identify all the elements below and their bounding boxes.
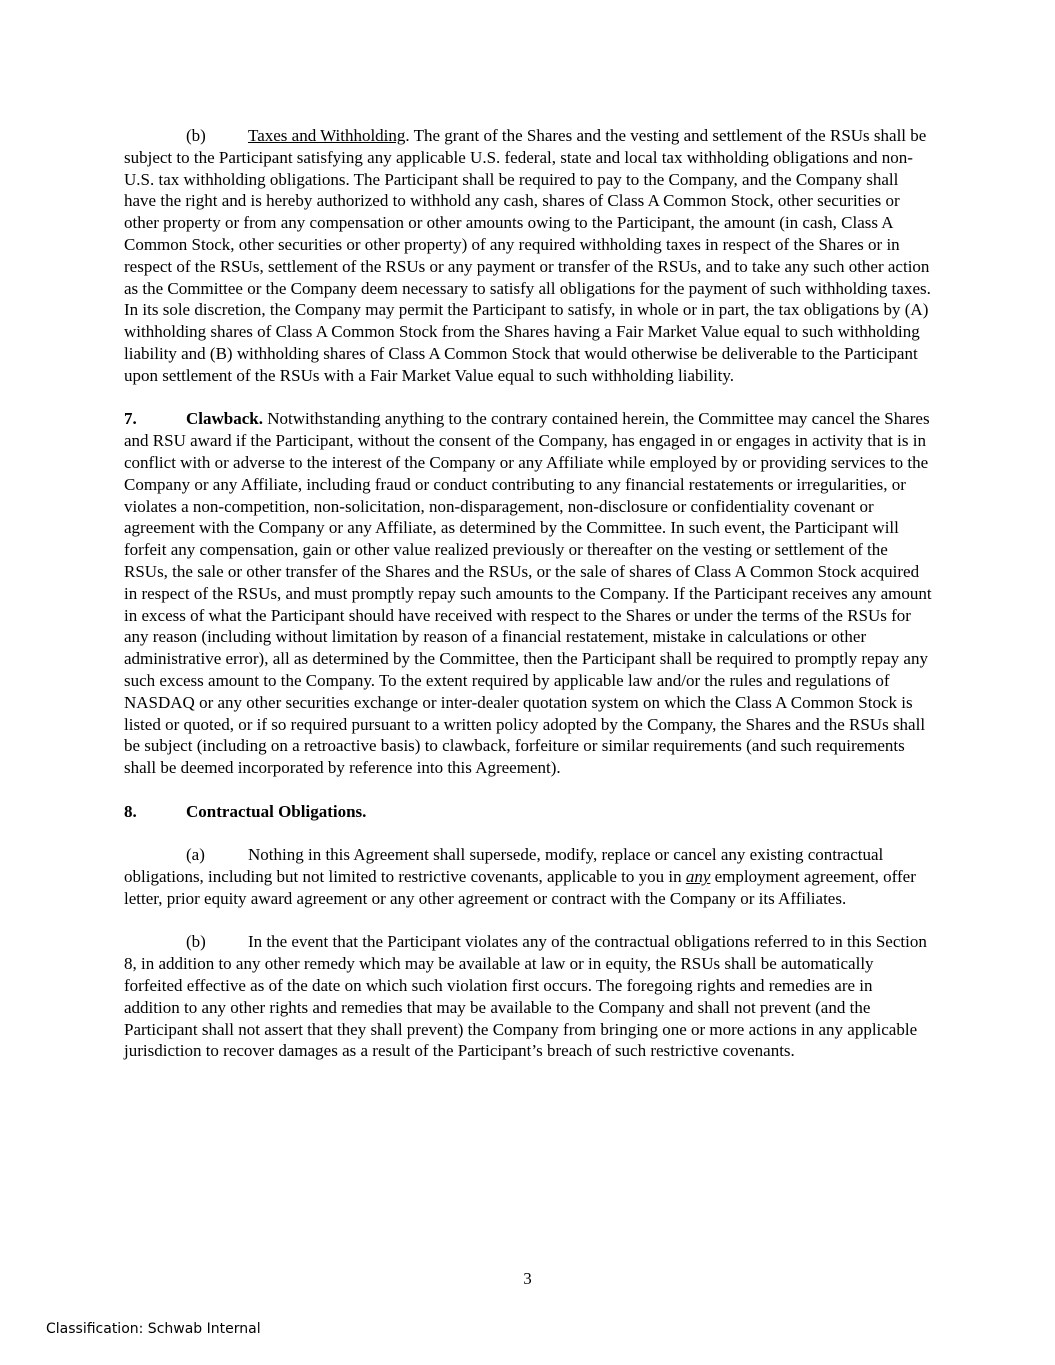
paragraph-8b	[124, 931, 932, 1062]
section-8-number: 8.	[124, 801, 137, 821]
paragraph-6b-title: Taxes and Withholding	[248, 126, 406, 145]
paragraph-8b-body: In the event that the Participant violates any of the contractual obligations referred to in this Section 8, in addition to any other remedy which may be available at law or in equity, the RSUs shall be automatically forfeited effective as of the date on which such violation first occurs. The foregoing rights and remedies are in addition to any other rights and remedies that may be available to the Company and shall not prevent (and the Participant shall not assert that they shall prevent) the Company from bringing one or more actions in any applicable jurisdiction to recover damages as a result of the Participant’s breach of such restrictive covenants.	[124, 932, 927, 1061]
paragraph-8a-emphasis: any	[685, 867, 711, 887]
paragraph-8a-body-after: employment agreement, offer letter, prior equity award agreement or any other agreement or contract with the Company or its Affiliates.	[124, 867, 916, 908]
paragraph-8a-body-before: Nothing in this Agreement shall supersede, modify, replace or cancel any existing contractual obligations, including but not limited to restrictive covenants, applicable to you in	[124, 845, 884, 887]
document-body	[124, 125, 932, 1084]
section-8-title: Contractual Obligations.	[186, 801, 367, 821]
section-7-clawback	[124, 408, 932, 779]
classification-footer: Classification: Schwab Internal	[46, 1321, 261, 1337]
paragraph-6b-label: (b)	[186, 126, 206, 145]
paragraph-8b-label: (b)	[186, 932, 206, 952]
section-7-number: 7.	[124, 409, 137, 429]
paragraph-8a	[124, 844, 932, 909]
page-number: 3	[523, 1269, 532, 1288]
paragraph-6b-taxes-withholding	[124, 125, 932, 387]
section-7-body: Notwithstanding anything to the contrary contained herein, the Committee may cancel the Shares and RSU award if the Participant, without the consent of the Company, has engaged in or engages in activity that is in conflict with or adverse to the interest of the Company or any Affiliate while employed by or providing services to the Company or any Affiliate, including fraud or conduct contributing to any financial restatements or irregularities, or violates a non-competition, non-solicitation, non-disparagement, non-disclosure or confidentiality covenant or agreement with the Company or any Affiliate, as determined by the Committee. In such event, the Participant will forfeit any compensation, gain or other value realized previously or thereafter on the vesting or settlement of the RSUs, the sale or other transfer of the Shares and the RSUs, or the sale of shares of Class A Common Stock acquired in respect of the RSUs, and must promptly repay such amounts to the Company. If the Participant receives any amount in excess of what the Participant should have received with respect to the Shares or under the terms of the RSUs for any reason (including without limitation by reason of a financial restatement, mistake in calculations or other administrative error), all as determined by the Committee, then the Participant shall be required to promptly repay any such excess amount to the Company. To the extent required by applicable law and/or the rules and regulations of NASDAQ or any other securities exchange or inter-dealer quotation system on which the Class A Common Stock is listed or quoted, or if so required pursuant to a written policy adopted by the Company, the Shares and the RSUs shall be subject (including on a retroactive basis) to clawback, forfeiture or similar requirements (and such requirements shall be deemed incorporated by reference into this Agreement).	[124, 409, 932, 778]
paragraph-6b-body: . The grant of the Shares and the vesting and settlement of the RSUs shall be subject to the Participant satisfying any applicable U.S. federal, state and local tax withholding obligations and non-U.S. tax withholding obligations. The Participant shall be required to pay to the Company, and the Company shall have the right and is hereby authorized to withhold any cash, shares of Class A Common Stock, other securities or other property or from any compensation or other amounts owing to the Participant, the amount (in cash, Class A Common Stock, other securities or other property) of any required withholding taxes in respect of the Shares or in respect of the RSUs, settlement of the RSUs or any payment or transfer of the RSUs, and to take any such other action as the Committee or the Company deem necessary to satisfy all obligations for the payment of such withholding taxes. In its sole discretion, the Company may permit the Participant to satisfy, in whole or in part, the tax obligations by (A) withholding shares of Class A Common Stock from the Shares having a Fair Market Value equal to such withholding liability and (B) withholding shares of Class A Common Stock that would otherwise be deliverable to the Participant upon settlement of the RSUs with a Fair Market Value equal to such withholding liability.	[124, 126, 931, 385]
section-7-title: Clawback.	[186, 409, 263, 429]
section-8-heading	[124, 801, 932, 823]
paragraph-8a-label: (a)	[186, 845, 205, 865]
